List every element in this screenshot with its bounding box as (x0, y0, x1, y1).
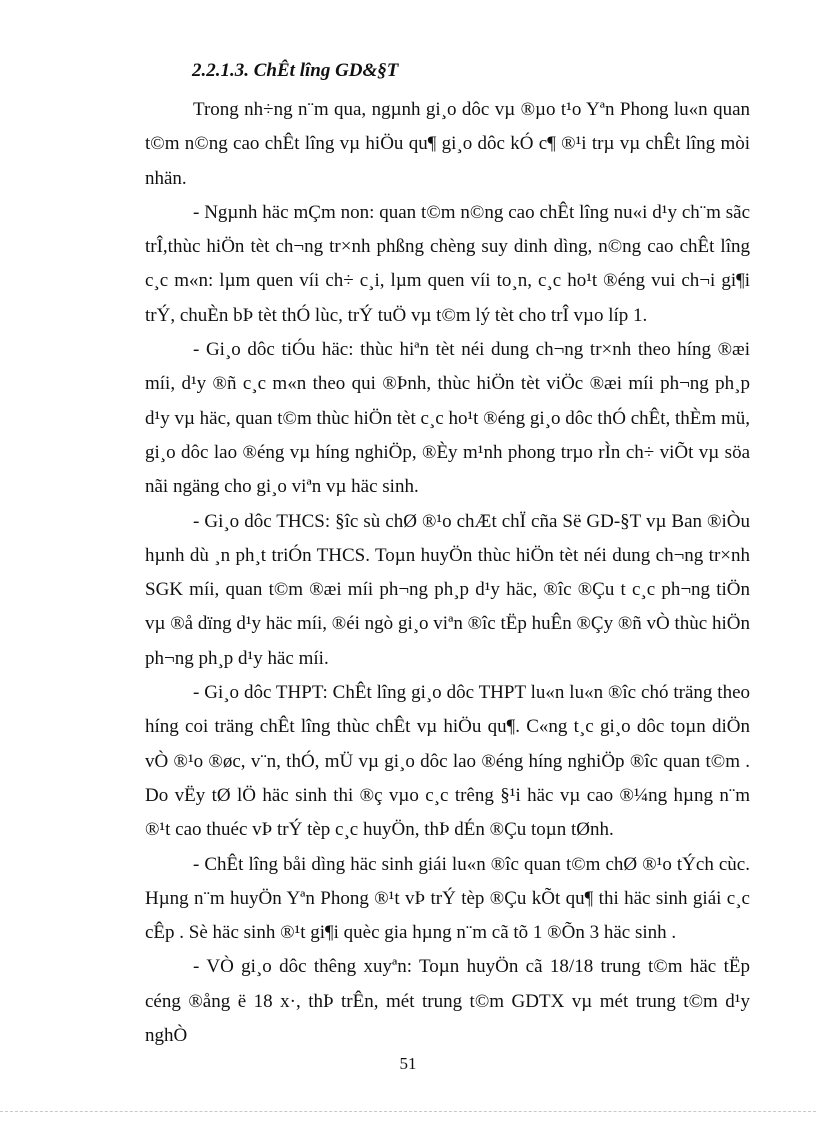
paragraph-upper-secondary: - Gi¸o dôc THPT: ChÊt lîng gi¸o dôc THPT lu«n lu«n ®îc chó träng theo híng coi träng chÊt lîng thùc chÊt vµ hiÖu qu¶. C«ng t¸c gi¸o dôc toµn diÖn vÒ ®¹o ®øc, v¨n, thÓ, mÜ vµ gi¸o dôc lao ®éng híng nghiÖp ®îc quan t©m . Do vËy tØ lÖ häc sinh thi ®ç vµo c¸c trêng §¹i häc vµ cao ®¼ng hµng n¨m ®¹t cao thuéc vÞ trÝ tèp c¸c huyÖn, thÞ dÉn ®Çu toµn tØnh. (145, 682, 750, 841)
paragraph-primary: - Gi¸o dôc tiÓu häc: thùc hiªn tèt néi dung ch¬ng tr×nh theo híng ®æi míi, d¹y ®ñ c¸c m«n theo qui ®Þnh, thùc hiÖn tèt viÖc ®æi míi ph¬ng ph¸p d¹y vµ häc, quan t©m thùc hiÖn tèt c¸c ho¹t ®éng gi¸o dôc thÓ chÊt, thÈm mü, gi¸o dôc lao ®éng vµ híng nghiÖp, ®Èy m¹nh phong trµo rÌn ch÷ viÕt vµ söa nãi ngäng cho gi¸o viªn vµ häc sinh. (145, 339, 750, 498)
paragraph-continuing-education: - VÒ gi¸o dôc thêng xuyªn: Toµn huyÖn cã 18/18 trung t©m häc tËp céng ®ång ë 18 x·, thÞ trÊn, mét trung t©m GDTX vµ mét trung t©m d¹y nghÒ (145, 956, 750, 1047)
footer-divider (0, 1111, 816, 1112)
page-number: 51 (399, 1054, 417, 1073)
section-heading: 2.2.1.3. ChÊt lîng GD&§T (192, 60, 399, 81)
body-text (145, 93, 750, 1053)
paragraph-lower-secondary: - Gi¸o dôc THCS: §îc sù chØ ®¹o chÆt chÏ cña Së GD-§T vµ Ban ®iÒu hµnh dù ¸n ph¸t triÓn THCS. Toµn huyÖn thùc hiÖn tèt néi dung ch¬ng tr×nh SGK míi, quan t©m ®æi míi ph¬ng ph¸p d¹y häc, ®îc ®Çu t c¸c ph¬ng tiÖn vµ ®å dïng d¹y häc míi, ®éi ngò gi¸o viªn ®îc tËp huÊn ®Çy ®ñ vÒ thùc hiÖn ph¬ng ph¸p d¹y häc míi. (145, 510, 750, 669)
paragraph-preschool: - Ngµnh häc mÇm non: quan t©m n©ng cao chÊt lîng nu«i d¹y ch¨m sãc trÎ,thùc hiÖn tèt ch¬ng tr×nh phßng chèng suy dinh dìng, n©ng cao chÊt lîng c¸c m«n: lµm quen víi ch÷ c¸i, lµm quen víi to¸n, c¸c ho¹t ®éng vui ch¬i gi¶i trÝ, chuÈn bÞ tèt thÓ lùc, trÝ tuÖ vµ t©m lý tèt cho trÎ vµo líp 1. (145, 201, 750, 326)
paragraph-gifted-students: - ChÊt lîng båi dìng häc sinh giái lu«n ®îc quan t©m chØ ®¹o tÝch cùc. Hµng n¨m huyÖn Yªn Phong ®¹t vÞ trÝ tèp ®Çu kÕt qu¶ thi häc sinh giái c¸c cÊp . Sè häc sinh ®¹t gi¶i quèc gia hµng n¨m cã tõ 1 ®Õn 3 häc sinh . (145, 853, 750, 944)
paragraph-intro: Trong nh÷ng n¨m qua, ngµnh gi¸o dôc vµ ®µo t¹o Yªn Phong lu«n quan t©m n©ng cao chÊt lîng vµ hiÖu qu¶ gi¸o dôc kÓ c¶ ®¹i trµ vµ chÊt lîng mòi nhän. (145, 99, 750, 189)
